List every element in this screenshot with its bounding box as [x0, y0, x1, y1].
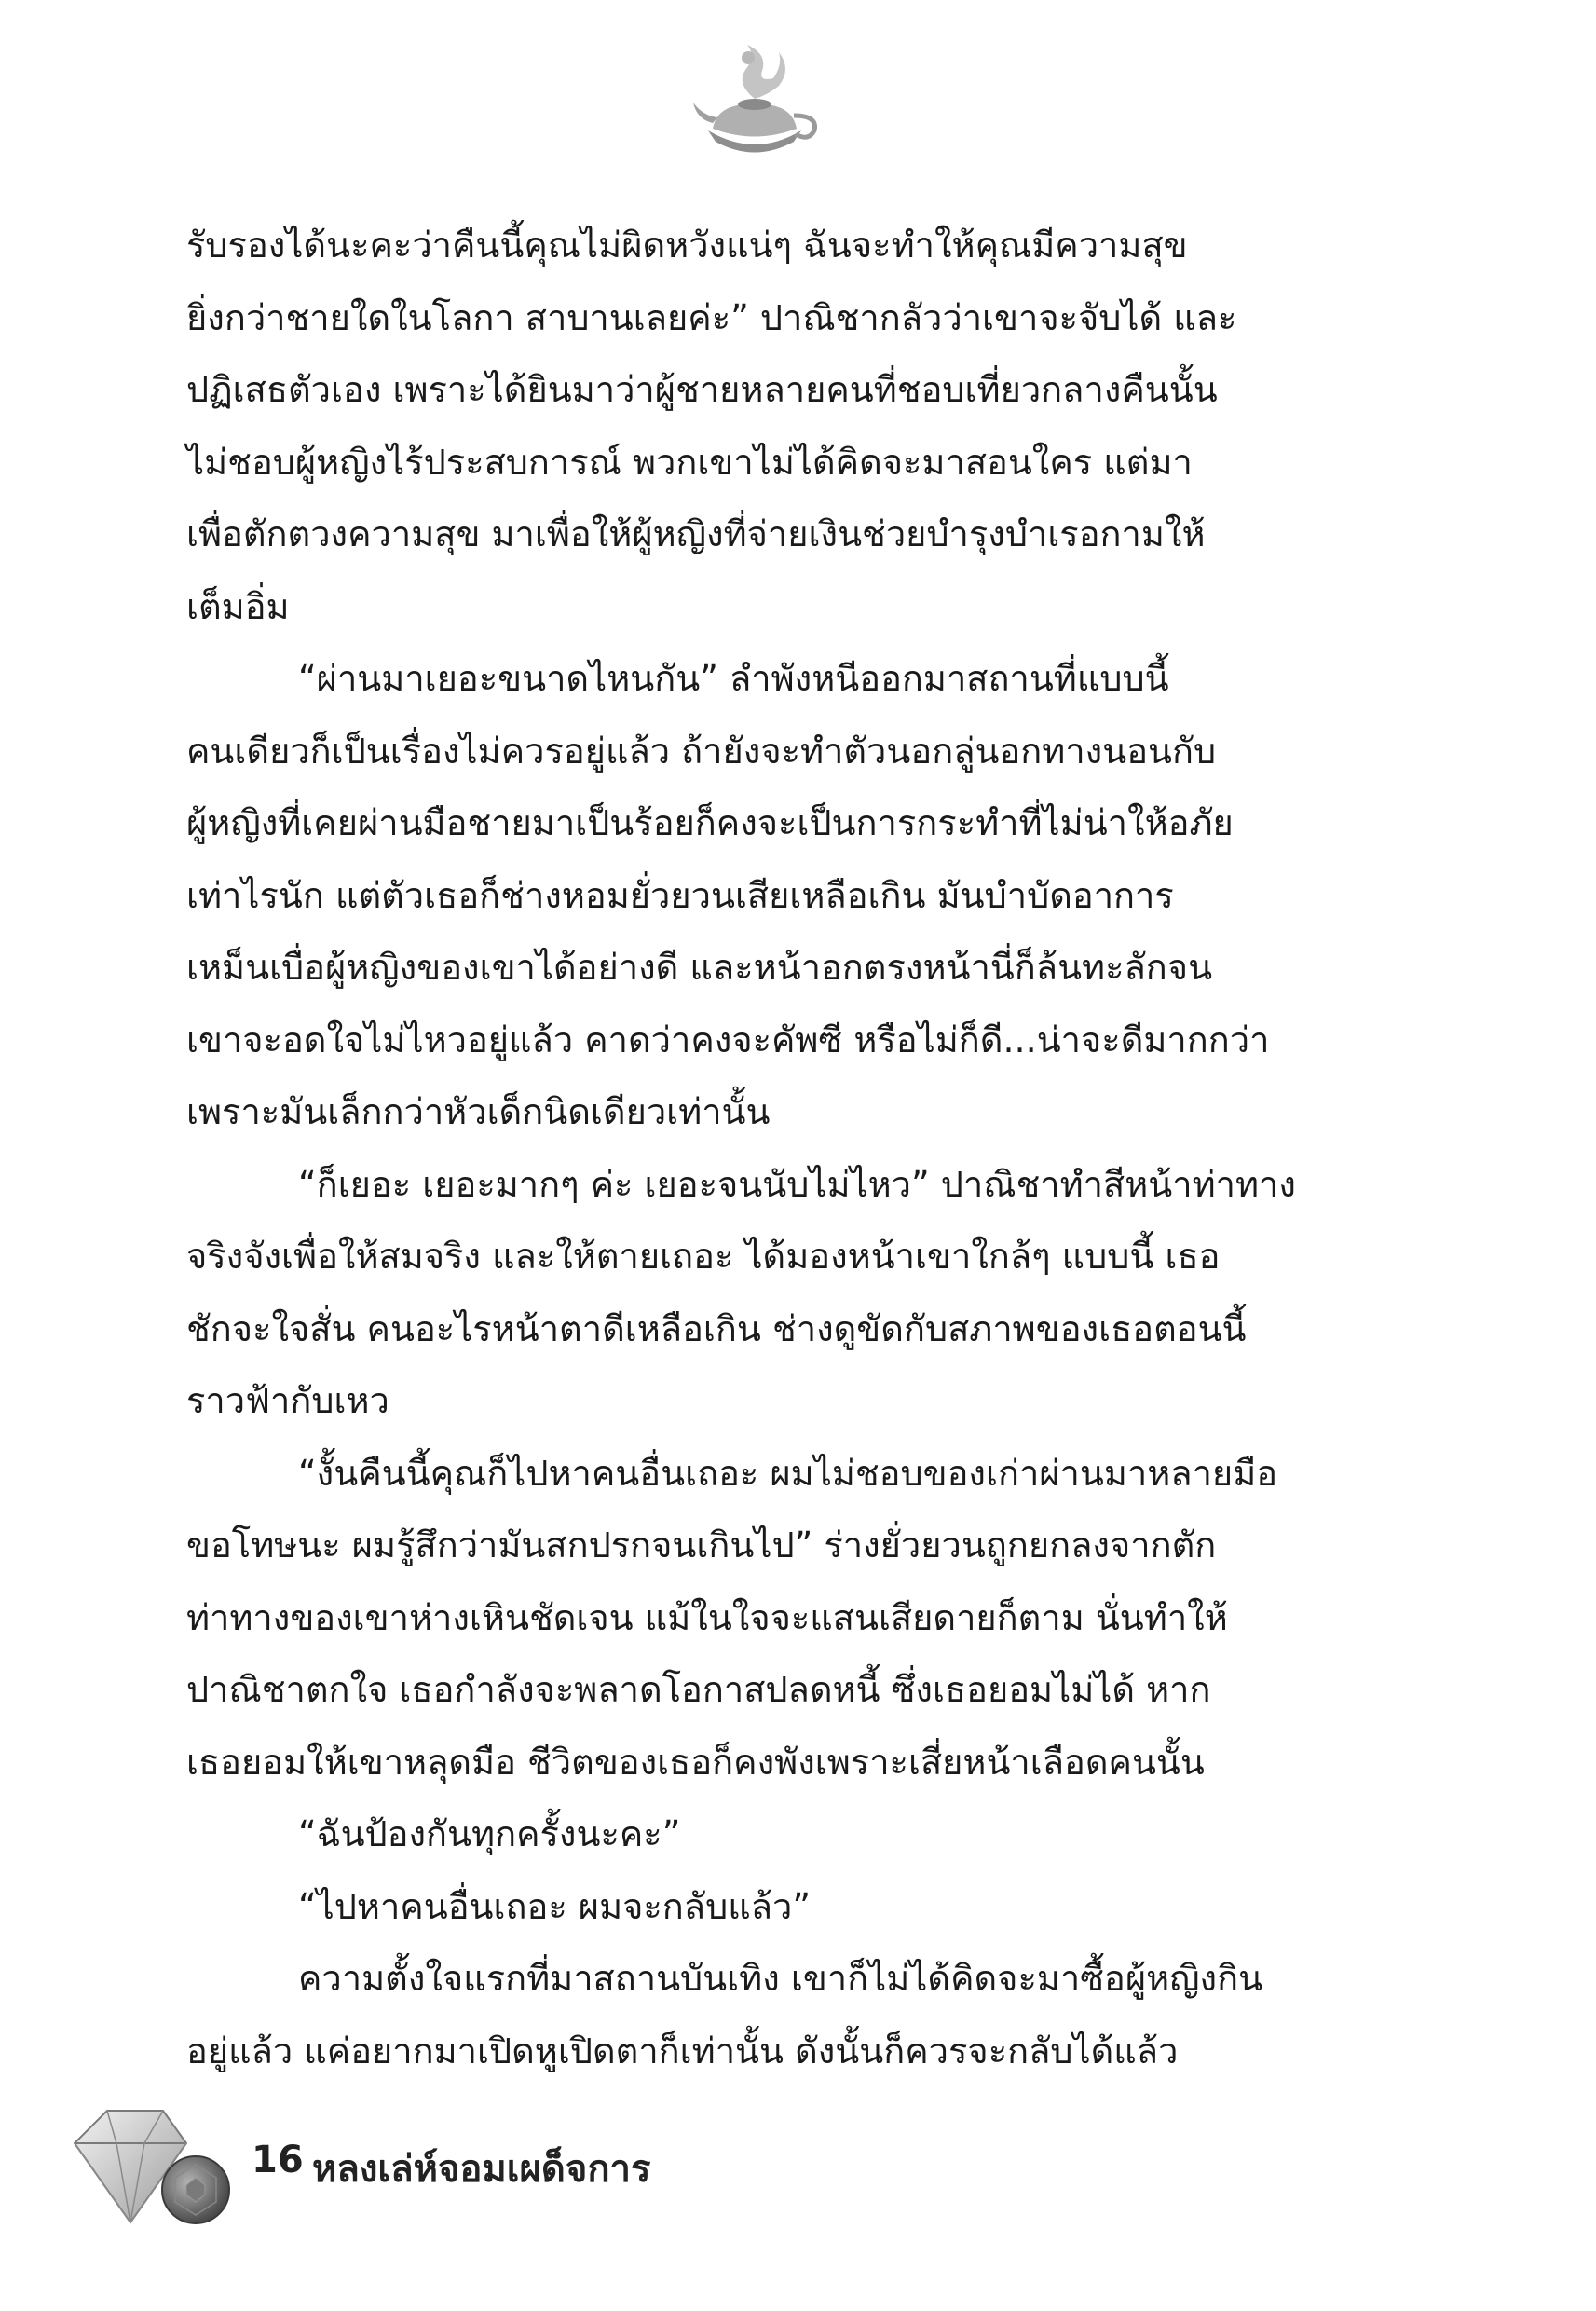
text-line: ราวฟ้ากับเหว	[186, 1380, 389, 1421]
text-line: เพื่อตักตวงความสุข มาเพื่อให้ผู้หญิงที่จ่ายเงินช่วยบำรุงบำเรอกามให้	[186, 513, 1206, 554]
text-line: เธอยอมให้เขาหลุดมือ ชีวิตของเธอก็คงพังเพราะเสี่ยหน้าเลือดคนนั้น	[186, 1741, 1205, 1783]
text-line: เขาจะอดใจไม่ไหวอยู่แล้ว คาดว่าคงจะคัพซี หรือไม่ก็ดี...น่าจะดีมากกว่า	[186, 1019, 1270, 1060]
text-line: เต็มอิ่ม	[186, 585, 290, 627]
text-line: อยู่แล้ว แค่อยากมาเปิดหูเปิดตาก็เท่านั้น ดังนั้นก็ควรจะกลับได้แล้ว	[186, 2030, 1179, 2072]
text-line: “ผ่านมาเยอะขนาดไหนกัน” ลำพังหนีออกมาสถานที่แบบนี้	[298, 658, 1169, 699]
book-title: หลงเล่ห์จอมเผด็จการ	[312, 2148, 651, 2191]
text-line: “งั้นคืนนี้คุณก็ไปหาคนอื่นเถอะ ผมไม่ชอบของเก่าผ่านมาหลายมือ	[298, 1452, 1278, 1494]
text-line: เท่าไรนัก แต่ตัวเธอก็ช่างหอมยั่วยวนเสียเหลือเกิน มันบำบัดอาการ	[186, 874, 1174, 916]
text-line: ยิ่งกว่าชายใดในโลกา สาบานเลยค่ะ” ปาณิชากลัวว่าเขาจะจับได้ และ	[186, 296, 1237, 338]
text-line: ผู้หญิงที่เคยผ่านมือชายมาเป็นร้อยก็คงจะเป็นการกระทำที่ไม่น่าให้อภัย	[186, 802, 1234, 843]
text-line: ขอโทษนะ ผมรู้สึกว่ามันสกปรกจนเกินไป” ร่างยั่วยวนถูกยกลงจากตัก	[186, 1525, 1217, 1566]
text-line: รับรองได้นะคะว่าคืนนี้คุณไม่ผิดหวังแน่ๆ ฉันจะทำให้คุณมีความสุข	[186, 225, 1188, 266]
text-line: ไม่ชอบผู้หญิงไร้ประสบการณ์ พวกเขาไม่ได้คิดจะมาสอนใคร แต่มา	[186, 441, 1193, 483]
body-text	[186, 210, 1342, 2087]
text-line: “ไปหาคนอื่นเถอะ ผมจะกลับแล้ว”	[298, 1885, 812, 1927]
text-line: “ฉันป้องกันทุกครั้งนะคะ”	[298, 1813, 681, 1854]
text-line: ความตั้งใจแรกที่มาสถานบันเทิง เขาก็ไม่ได้คิดจะมาซื้อผู้หญิงกิน	[298, 1958, 1263, 1999]
text-line: “ก็เยอะ เยอะมากๆ ค่ะ เยอะจนนับไม่ไหว” ปาณิชาทำสีหน้าท่าทาง	[298, 1163, 1296, 1205]
text-line: ชักจะใจสั่น คนอะไรหน้าตาดีเหลือเกิน ช่างดูขัดกับสภาพของเธอตอนนี้	[186, 1307, 1247, 1349]
genie-lamp-icon	[689, 37, 820, 168]
diamond-icon	[65, 2092, 252, 2232]
page-number: 16	[252, 2139, 304, 2181]
footer	[65, 2092, 904, 2232]
text-line: ปฏิเสธตัวเอง เพราะได้ยินมาว่าผู้ชายหลายคนที่ชอบเที่ยวกลางคืนนั้น	[186, 369, 1218, 410]
text-line: เหม็นเบื่อผู้หญิงของเขาได้อย่างดี และหน้าอกตรงหน้านี่ก็ล้นทะลักจน	[186, 947, 1213, 988]
text-line: ท่าทางของเขาห่างเหินชัดเจน แม้ในใจจะแสนเสียดายก็ตาม นั่นทำให้	[186, 1596, 1228, 1638]
text-line: ปาณิชาตกใจ เธอกำลังจะพลาดโอกาสปลดหนี้ ซึ่งเธอยอมไม่ได้ หาก	[186, 1669, 1211, 1710]
text-line: จริงจังเพื่อให้สมจริง และให้ตายเถอะ ได้มองหน้าเขาใกล้ๆ แบบนี้ เธอ	[186, 1236, 1221, 1277]
text-line: คนเดียวก็เป็นเรื่องไม่ควรอยู่แล้ว ถ้ายังจะทำตัวนอกลู่นอกทางนอนกับ	[186, 730, 1217, 772]
text-line: เพราะมันเล็กกว่าหัวเด็กนิดเดียวเท่านั้น	[186, 1091, 771, 1132]
